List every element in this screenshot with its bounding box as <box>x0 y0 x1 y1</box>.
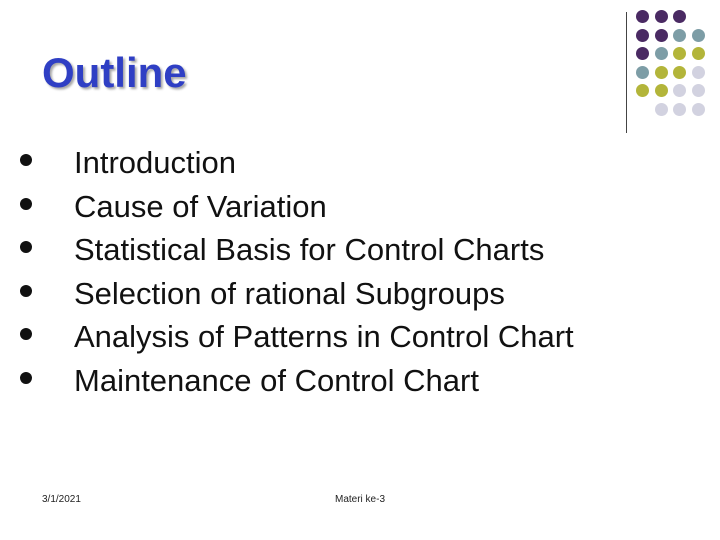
bullet-icon <box>20 328 32 340</box>
footer-label: Materi ke-3 <box>335 494 386 505</box>
decorative-dot-icon <box>636 10 649 23</box>
decorative-dot-icon <box>655 29 668 42</box>
bullet-list <box>20 143 574 405</box>
decorative-dot-icon <box>673 47 686 60</box>
header-divider <box>626 12 627 133</box>
list-item <box>20 274 574 318</box>
decorative-dot-icon <box>655 103 668 116</box>
decorative-dot-icon <box>636 66 649 79</box>
bullet-text: Introduction <box>74 145 236 180</box>
list-item <box>20 187 574 231</box>
footer-date: 3/1/2021 <box>42 494 81 505</box>
decorative-dot-icon <box>655 47 668 60</box>
decorative-dot-icon <box>692 47 705 60</box>
bullet-icon <box>20 154 32 166</box>
decorative-dot-icon <box>655 66 668 79</box>
decorative-dot-icon <box>673 66 686 79</box>
decorative-dot-icon <box>692 84 705 97</box>
list-item <box>20 317 574 361</box>
bullet-icon <box>20 198 32 210</box>
decorative-dot-icon <box>655 84 668 97</box>
list-item <box>20 230 574 274</box>
decorative-dot-icon <box>673 103 686 116</box>
decorative-dot-icon <box>636 47 649 60</box>
slide-title: Outline <box>42 49 187 96</box>
list-item <box>20 361 574 405</box>
decorative-dot-icon <box>692 103 705 116</box>
decorative-dot-icon <box>673 84 686 97</box>
bullet-icon <box>20 241 32 253</box>
decorative-dot-grid <box>636 10 720 120</box>
bullet-text: Analysis of Patterns in Control Chart <box>74 319 574 355</box>
decorative-dot-icon <box>673 29 686 42</box>
bullet-text: Maintenance of Control Chart <box>74 362 479 398</box>
bullet-icon <box>20 285 32 297</box>
decorative-dot-icon <box>636 84 649 97</box>
decorative-dot-icon <box>636 29 649 42</box>
bullet-text: Statistical Basis for Control Charts <box>74 232 545 268</box>
decorative-dot-icon <box>655 10 668 23</box>
decorative-dot-icon <box>692 29 705 42</box>
decorative-dot-icon <box>692 66 705 79</box>
decorative-dot-icon <box>673 10 686 23</box>
bullet-icon <box>20 372 32 384</box>
bullet-text: Cause of Variation <box>74 188 327 224</box>
list-item <box>20 143 574 187</box>
bullet-text: Selection of rational Subgroups <box>74 275 505 311</box>
